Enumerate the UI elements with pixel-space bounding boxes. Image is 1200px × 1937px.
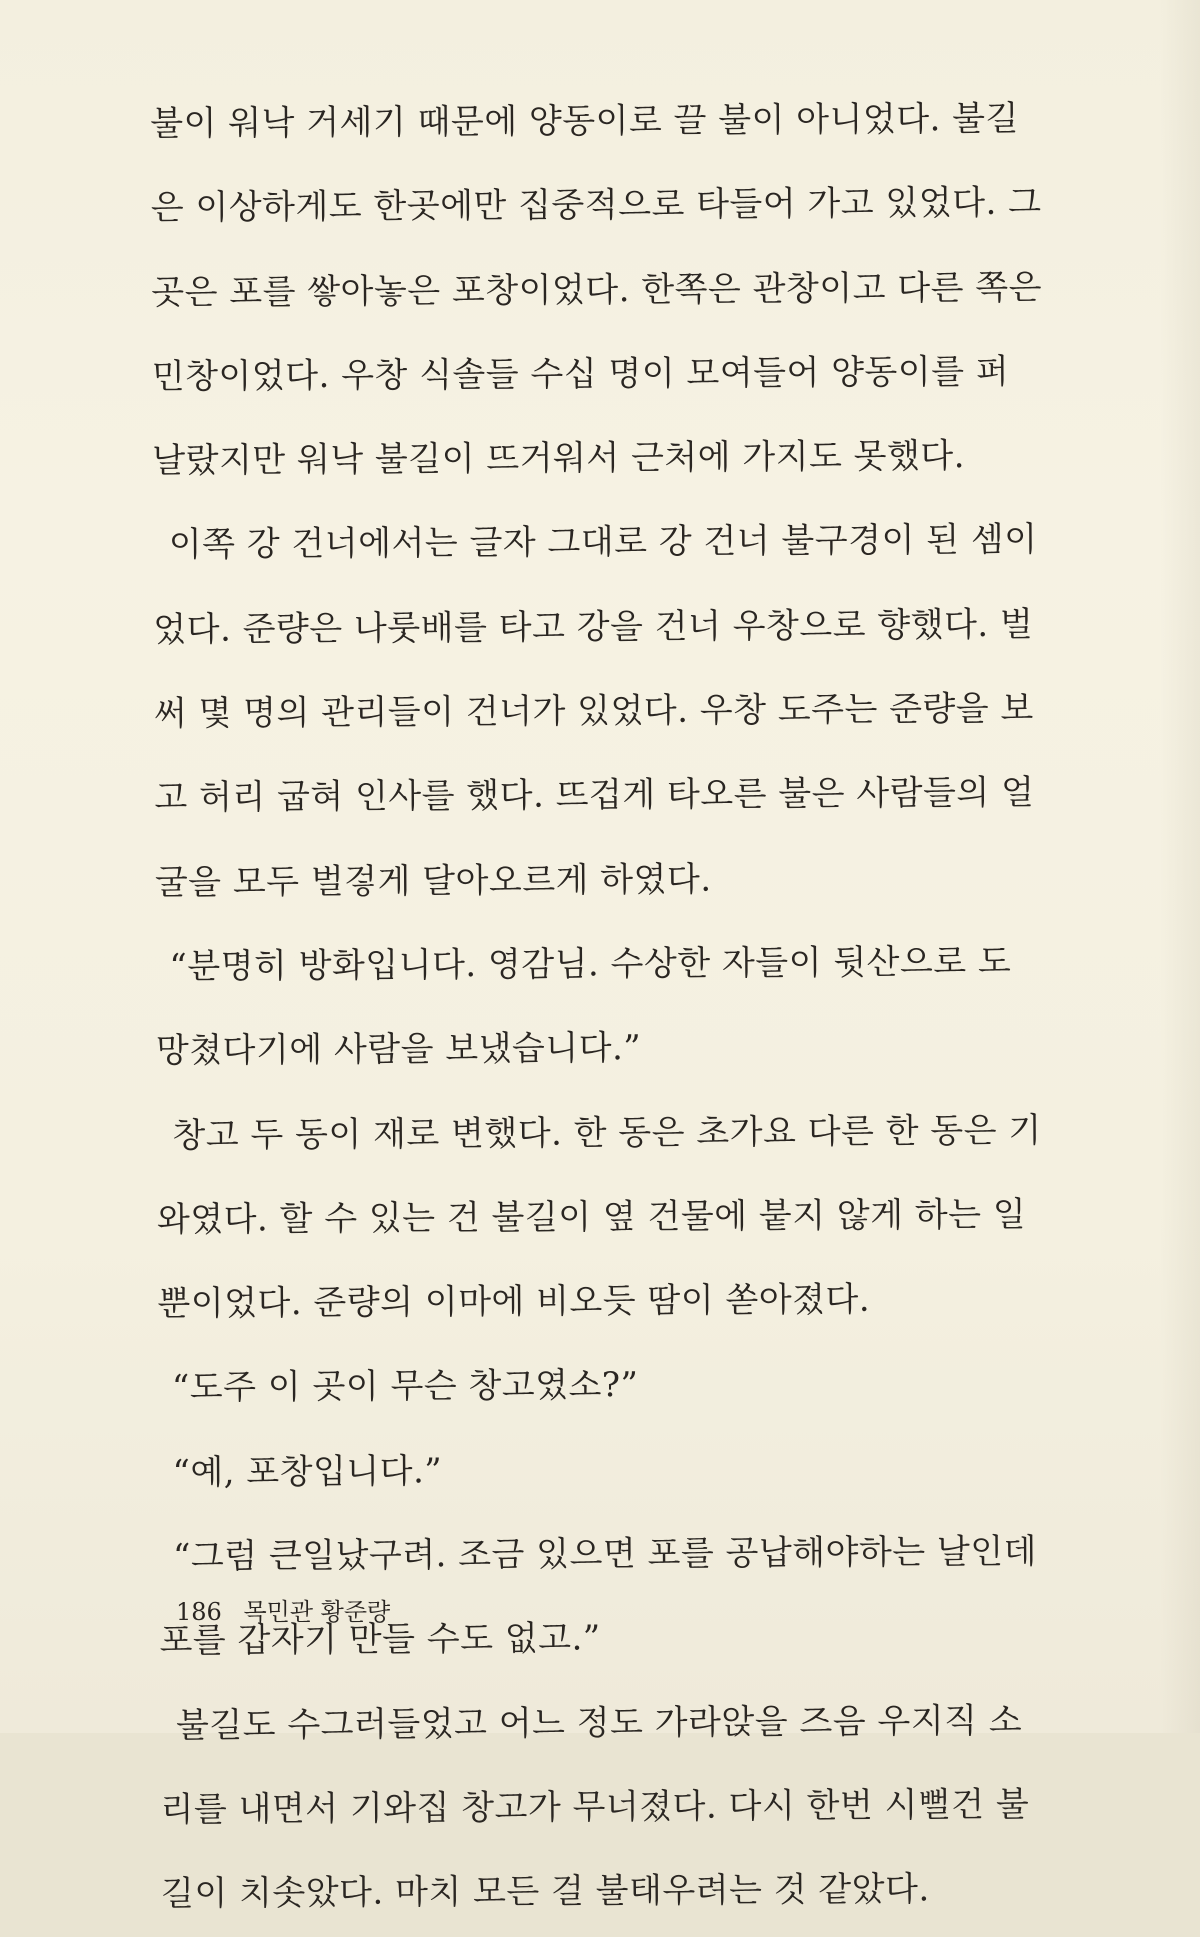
page-number: 186 [176, 1598, 222, 1626]
text-line: “그럼 큰일났구려. 조금 있으면 포를 공납해야하는 날인데 [172, 1531, 1038, 1577]
text-line: 리를 내면서 기와집 창고가 무너졌다. 다시 한번 시뻘건 불 [160, 1784, 1030, 1830]
text-line: 와였다. 할 수 있는 건 불길이 옆 건물에 붙지 않게 하는 일 [156, 1194, 1027, 1240]
body-text [150, 76, 1071, 1936]
text-line: 날랐지만 워낙 불길이 뜨거워서 근처에 가지도 못했다. [152, 436, 966, 482]
text-line: 써 몇 명의 관리들이 건너가 있었다. 우창 도주는 준량을 보 [153, 688, 1034, 735]
text-line: 고 허리 굽혀 인사를 했다. 뜨겁게 타오른 불은 사람들의 얼 [154, 772, 1035, 819]
text-line: 민창이었다. 우창 식솔들 수십 명이 모여들어 양동이를 퍼 [151, 351, 1010, 397]
text-line: 은 이상하게도 한곳에만 집중적으로 타들어 가고 있었다. 그 [150, 182, 1042, 229]
text-line: 포를 갑자기 만들 수도 없고.” [159, 1618, 601, 1662]
text-line: 었다. 준량은 나룻배를 타고 강을 건너 우창으로 향했다. 벌 [153, 604, 1034, 650]
text-line: 곳은 포를 쌓아놓은 포창이었다. 한쪽은 관창이고 다른 쪽은 [151, 267, 1043, 313]
text-line: “도주 이 곳이 무슨 창고였소?” [171, 1365, 639, 1409]
text-line: 망쳤다기에 사람을 보냈습니다.” [155, 1028, 642, 1072]
book-title: 목민관 황준량 [243, 1598, 391, 1626]
text-line: 불길도 수그러들었고 어느 정도 가라앉을 즈음 우지직 소 [175, 1700, 1023, 1746]
text-line: 길이 치솟았다. 마치 모든 걸 불태우려는 것 같았다. [160, 1869, 930, 1915]
text-line: 뿐이었다. 준량의 이마에 비오듯 땀이 쏟아졌다. [157, 1279, 871, 1325]
text-line: 불이 워낙 거세기 때문에 양동이로 끌 불이 아니었다. 불길 [150, 98, 1020, 144]
text-line: 굴을 모두 벌겋게 달아오르게 하였다. [154, 859, 712, 903]
text-line: “예, 포창입니다.” [172, 1450, 443, 1493]
text-line: 이쪽 강 건너에서는 글자 그대로 강 건너 불구경이 된 셈이 [168, 520, 1038, 566]
text-line: 창고 두 동이 재로 변했다. 한 동은 초가요 다른 한 동은 기 [172, 1110, 1042, 1156]
text-line: “분명히 방화입니다. 영감님. 수상한 자들이 뒷산으로 도 [169, 941, 1012, 987]
page-footer [176, 1592, 390, 1627]
